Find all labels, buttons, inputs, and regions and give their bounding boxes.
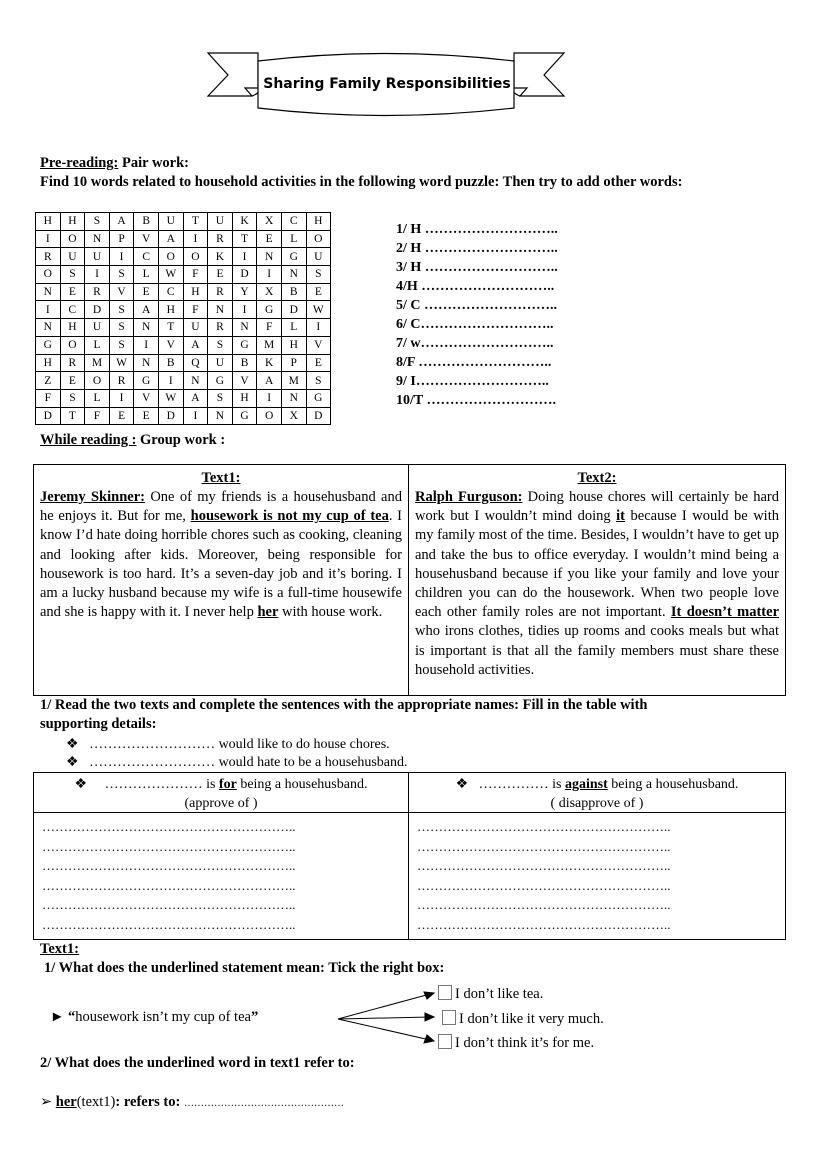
bullet-1: ❖ ……………………… would like to do house chores. (66, 737, 390, 752)
answer-line[interactable]: ………………………………………………….. (42, 819, 296, 834)
puzzle-cell[interactable]: L (85, 389, 110, 407)
option-3: I don’t think it’s for me. (438, 1034, 594, 1052)
while-reading-heading: While reading : Group work : (40, 432, 226, 448)
puzzle-cell[interactable]: N (208, 301, 233, 319)
puzzle-cell[interactable]: I (232, 301, 257, 319)
puzzle-cell[interactable]: O (257, 407, 282, 425)
puzzle-cell[interactable]: H (36, 213, 61, 231)
texts-box (33, 464, 786, 696)
puzzle-cell[interactable]: L (134, 266, 159, 284)
puzzle-cell[interactable]: N (281, 389, 306, 407)
puzzle-cell[interactable]: A (134, 301, 159, 319)
puzzle-cell[interactable]: U (85, 319, 110, 337)
puzzle-cell[interactable]: G (208, 372, 233, 390)
puzzle-cell[interactable]: I (257, 389, 282, 407)
puzzle-row (36, 389, 331, 407)
puzzle-cell[interactable]: I (85, 266, 110, 284)
puzzle-cell[interactable]: O (306, 230, 331, 248)
answer-line[interactable]: ………………………………………………….. (42, 838, 296, 854)
against-column (409, 773, 785, 939)
puzzle-cell[interactable]: I (109, 389, 134, 407)
puzzle-cell[interactable]: D (85, 301, 110, 319)
puzzle-cell[interactable]: F (85, 407, 110, 425)
diamond-bullet-icon: ❖ (66, 737, 79, 752)
puzzle-cell[interactable]: A (109, 213, 134, 231)
puzzle-row (36, 301, 331, 319)
puzzle-cell[interactable]: I (109, 248, 134, 266)
puzzle-cell[interactable]: U (208, 213, 233, 231)
puzzle-cell[interactable]: H (306, 213, 331, 231)
puzzle-cell[interactable]: N (134, 319, 159, 337)
puzzle-cell[interactable]: R (109, 372, 134, 390)
question-1-line2: supporting details: (40, 716, 157, 732)
puzzle-cell[interactable]: A (183, 389, 208, 407)
puzzle-cell[interactable]: N (257, 248, 282, 266)
answer-line[interactable]: ………………………………………………….. (42, 916, 296, 932)
text1-column (34, 465, 409, 695)
puzzle-cell[interactable]: X (257, 213, 282, 231)
puzzle-cell[interactable]: O (60, 230, 85, 248)
answer-item[interactable]: 6/ C……………………….. (396, 317, 554, 332)
text1-underlined-statement: housework is not my cup of tea (190, 508, 389, 525)
puzzle-cell[interactable]: R (208, 230, 233, 248)
puzzle-cell[interactable]: M (281, 372, 306, 390)
puzzle-cell[interactable]: D (158, 407, 183, 425)
puzzle-cell[interactable]: Q (183, 354, 208, 372)
puzzle-cell[interactable]: W (109, 354, 134, 372)
puzzle-cell[interactable]: S (109, 336, 134, 354)
answer-item[interactable]: 5/ C ……………………….. (396, 298, 557, 313)
puzzle-cell[interactable]: G (232, 336, 257, 354)
puzzle-cell[interactable]: R (208, 319, 233, 337)
puzzle-cell[interactable]: N (134, 354, 159, 372)
puzzle-cell[interactable]: S (109, 319, 134, 337)
puzzle-cell[interactable]: C (281, 213, 306, 231)
answer-item[interactable]: 9/ I……………………….. (396, 374, 549, 389)
puzzle-cell[interactable]: U (208, 354, 233, 372)
for-answer-lines[interactable] (34, 813, 408, 934)
pre-reading-heading: Pre-reading: Pair work: (40, 155, 190, 171)
puzzle-cell[interactable]: E (109, 407, 134, 425)
puzzle-cell[interactable]: I (134, 336, 159, 354)
puzzle-cell[interactable]: P (281, 354, 306, 372)
puzzle-cell[interactable]: S (109, 266, 134, 284)
puzzle-cell[interactable]: K (257, 354, 282, 372)
puzzle-cell[interactable]: T (158, 319, 183, 337)
puzzle-cell[interactable]: A (257, 372, 282, 390)
bullet-2: ❖ ……………………… would hate to be a househusband. (66, 755, 408, 770)
reference-answer-line: ➢ her(text1): refers to: ………………………………………… (40, 1094, 344, 1110)
puzzle-cell[interactable]: N (85, 230, 110, 248)
puzzle-cell[interactable]: M (257, 336, 282, 354)
puzzle-cell[interactable]: V (232, 372, 257, 390)
puzzle-cell[interactable]: M (85, 354, 110, 372)
puzzle-cell[interactable]: E (208, 266, 233, 284)
puzzle-cell[interactable]: N (232, 319, 257, 337)
puzzle-cell[interactable]: B (281, 283, 306, 301)
puzzle-row (36, 354, 331, 372)
puzzle-cell[interactable]: O (158, 248, 183, 266)
answer-list (396, 220, 558, 410)
puzzle-cell[interactable]: H (281, 336, 306, 354)
puzzle-cell[interactable]: V (306, 336, 331, 354)
puzzle-cell[interactable]: E (60, 372, 85, 390)
puzzle-cell[interactable]: H (60, 213, 85, 231)
puzzle-cell[interactable]: W (158, 389, 183, 407)
puzzle-cell[interactable]: I (183, 407, 208, 425)
puzzle-cell[interactable]: E (306, 283, 331, 301)
for-header: ❖ ………………… is for being a househusband. (approve of ) (34, 773, 408, 813)
answer-item[interactable]: 10/T ………………………. (396, 393, 556, 408)
text2-column (409, 465, 785, 695)
puzzle-cell[interactable]: T (232, 230, 257, 248)
answer-line[interactable]: ………………………………………………….. (417, 819, 671, 834)
puzzle-cell[interactable]: A (158, 230, 183, 248)
answer-line[interactable]: ………………………………………………….. (417, 916, 671, 932)
puzzle-cell[interactable]: S (85, 213, 110, 231)
puzzle-cell[interactable]: I (183, 230, 208, 248)
puzzle-cell[interactable]: I (36, 230, 61, 248)
puzzle-cell[interactable]: S (306, 266, 331, 284)
puzzle-cell[interactable]: U (85, 248, 110, 266)
diamond-bullet-icon: ❖ (455, 777, 469, 792)
puzzle-cell[interactable]: N (36, 319, 61, 337)
puzzle-cell[interactable]: W (158, 266, 183, 284)
puzzle-cell[interactable]: R (85, 283, 110, 301)
branch-arrows (330, 988, 440, 1048)
puzzle-cell[interactable]: E (257, 230, 282, 248)
puzzle-cell[interactable]: B (134, 213, 159, 231)
puzzle-cell[interactable]: G (232, 407, 257, 425)
answer-line[interactable]: ………………………………………………….. (417, 838, 671, 854)
for-column (34, 773, 409, 939)
option-1: I don’t like tea. (438, 985, 543, 1003)
pre-reading-instruction: Find 10 words related to household activities in the following word puzzle: Then try to add other words: (40, 174, 683, 190)
text1-title: Text1: (201, 470, 241, 486)
answer-line[interactable]: ………………………………………………….. (417, 877, 671, 893)
puzzle-row (36, 213, 331, 231)
puzzle-cell[interactable]: W (306, 301, 331, 319)
puzzle-cell[interactable]: E (60, 283, 85, 301)
diamond-bullet-icon: ❖ (66, 755, 79, 770)
puzzle-cell[interactable]: R (60, 354, 85, 372)
for-against-table (33, 772, 786, 940)
puzzle-cell[interactable]: X (257, 283, 282, 301)
puzzle-cell[interactable]: H (183, 283, 208, 301)
puzzle-cell[interactable]: V (158, 336, 183, 354)
puzzle-cell[interactable]: V (109, 283, 134, 301)
puzzle-cell[interactable]: G (257, 301, 282, 319)
answer-item[interactable]: 8/F ……………………….. (396, 355, 552, 370)
reference-question: 2/ What does the underlined word in text1 refer to: (40, 1055, 355, 1071)
puzzle-cell[interactable]: I (232, 248, 257, 266)
puzzle-cell[interactable]: S (208, 336, 233, 354)
puzzle-cell[interactable]: C (60, 301, 85, 319)
puzzle-row (36, 319, 331, 337)
puzzle-cell[interactable]: E (134, 407, 159, 425)
page-title: Sharing Family Responsibilities (263, 76, 511, 92)
option-2: I don’t like it very much. (442, 1010, 604, 1028)
text1-body: Jeremy Skinner: One of my friends is a househusband and he enjoys it. But for me, housework is not my cup of tea. I know I’d hate doing horrible chores such as cooking, cleaning and looking after kids. Moreover, being responsible for housework is too hard. It’s a seven-day job and it’s boring. I am a lucky husband because my wife is a full-time housewife and she is happy with it. I never help her with house work. (40, 489, 402, 621)
puzzle-row (36, 407, 331, 425)
puzzle-cell[interactable]: E (306, 354, 331, 372)
puzzle-cell[interactable]: B (158, 354, 183, 372)
puzzle-cell[interactable]: T (183, 213, 208, 231)
text1-author: Jeremy Skinner: (40, 489, 145, 505)
puzzle-cell[interactable]: A (183, 336, 208, 354)
puzzle-cell[interactable]: L (281, 319, 306, 337)
puzzle-cell[interactable]: O (60, 336, 85, 354)
puzzle-row (36, 248, 331, 266)
option-3-checkbox[interactable] (438, 1034, 452, 1049)
puzzle-cell[interactable]: R (36, 248, 61, 266)
puzzle-cell[interactable]: Y (232, 283, 257, 301)
puzzle-cell[interactable]: C (134, 248, 159, 266)
against-answer-lines[interactable] (409, 813, 785, 934)
puzzle-row (36, 336, 331, 354)
diamond-bullet-icon: ❖ (74, 777, 88, 792)
quote-line: ► “housework isn’t my cup of tea” (50, 1009, 259, 1025)
puzzle-cell[interactable]: N (208, 407, 233, 425)
puzzle-cell[interactable]: D (306, 407, 331, 425)
option-1-checkbox[interactable] (438, 985, 452, 1000)
puzzle-row (36, 372, 331, 390)
text1-section-heading: Text1: (40, 941, 79, 957)
text2-underlined-phrase: It doesn’t matter (670, 604, 779, 621)
puzzle-cell[interactable]: S (109, 301, 134, 319)
puzzle-row (36, 266, 331, 284)
puzzle-cell[interactable]: I (306, 319, 331, 337)
answer-line[interactable]: ………………………………………………….. (42, 877, 296, 893)
answer-line[interactable]: ………………………………………………….. (42, 858, 296, 873)
puzzle-cell[interactable]: S (60, 389, 85, 407)
puzzle-cell[interactable]: N (183, 372, 208, 390)
puzzle-cell[interactable]: H (60, 319, 85, 337)
puzzle-cell[interactable]: T (60, 407, 85, 425)
reference-blank[interactable]: ………………………………………… (183, 1098, 344, 1109)
text2-underlined-it: it (616, 508, 626, 525)
answer-item[interactable]: 2/ H ……………………….. (396, 241, 558, 256)
answer-line[interactable]: ………………………………………………….. (42, 897, 296, 912)
puzzle-cell[interactable]: L (281, 230, 306, 248)
text2-body: Ralph Furguson: Doing house chores will certainly be hard work but I wouldn’t mind doing it because I would be with my family most of the time. Besides, I wouldn’t have to get up and take the bus to office everyday. I wouldn’t mind being a househusband because if you like your family and love your children you can do the housework. When two people love each other family roles are not important. It doesn’t matter who irons clothes, tidies up rooms and cooks meals but what is important is that all the family members must share these household activities. (415, 489, 779, 678)
puzzle-cell[interactable]: N (36, 283, 61, 301)
answer-item[interactable]: 4/H ……………………….. (396, 279, 555, 294)
word-puzzle (35, 212, 331, 425)
puzzle-cell[interactable]: L (85, 336, 110, 354)
tick-question: 1/ What does the underlined statement mean: Tick the right box: (44, 960, 445, 976)
puzzle-cell[interactable]: K (208, 248, 233, 266)
puzzle-cell[interactable]: U (183, 319, 208, 337)
question-1-line1: 1/ Read the two texts and complete the sentences with the appropriate names: Fill in the table with (40, 697, 648, 713)
puzzle-cell[interactable]: R (208, 283, 233, 301)
option-2-checkbox[interactable] (442, 1010, 456, 1025)
puzzle-row (36, 283, 331, 301)
puzzle-cell[interactable]: G (36, 336, 61, 354)
text2-author: Ralph Furguson: (415, 489, 523, 505)
answer-line[interactable]: ………………………………………………….. (417, 897, 671, 912)
puzzle-cell[interactable]: F (183, 266, 208, 284)
puzzle-cell[interactable]: I (36, 301, 61, 319)
puzzle-cell[interactable]: X (281, 407, 306, 425)
puzzle-cell[interactable]: I (158, 372, 183, 390)
puzzle-cell[interactable]: O (85, 372, 110, 390)
against-header: ❖ …………… is against being a househusband. ( disapprove of ) (409, 773, 785, 813)
text1-underlined-word: her (257, 604, 279, 621)
puzzle-cell[interactable]: U (306, 248, 331, 266)
puzzle-cell[interactable]: O (183, 248, 208, 266)
answer-line[interactable]: ………………………………………………….. (417, 858, 671, 873)
puzzle-cell[interactable]: I (257, 266, 282, 284)
puzzle-cell[interactable]: H (158, 301, 183, 319)
answer-item[interactable]: 3/ H ……………………….. (396, 260, 558, 275)
puzzle-cell[interactable]: S (208, 389, 233, 407)
arrow-right-icon: ► (50, 1009, 65, 1025)
puzzle-cell[interactable]: S (60, 266, 85, 284)
puzzle-cell[interactable]: U (60, 248, 85, 266)
puzzle-cell[interactable]: D (281, 301, 306, 319)
puzzle-cell[interactable]: F (36, 389, 61, 407)
puzzle-cell[interactable]: E (134, 283, 159, 301)
puzzle-cell[interactable]: D (36, 407, 61, 425)
answer-item[interactable]: 1/ H ……………………….. (396, 222, 558, 237)
puzzle-cell[interactable]: G (134, 372, 159, 390)
answer-item[interactable]: 7/ w……………………….. (396, 336, 554, 351)
puzzle-cell[interactable]: S (306, 372, 331, 390)
puzzle-cell[interactable]: F (257, 319, 282, 337)
puzzle-cell[interactable]: B (232, 354, 257, 372)
puzzle-cell[interactable]: O (36, 266, 61, 284)
puzzle-cell[interactable]: V (134, 389, 159, 407)
puzzle-cell[interactable]: D (232, 266, 257, 284)
puzzle-cell[interactable]: V (134, 230, 159, 248)
arrow-head-icon: ➢ (40, 1094, 53, 1110)
puzzle-cell[interactable]: Z (36, 372, 61, 390)
puzzle-row (36, 230, 331, 248)
puzzle-cell[interactable]: H (36, 354, 61, 372)
puzzle-cell[interactable]: G (281, 248, 306, 266)
puzzle-cell[interactable]: P (109, 230, 134, 248)
puzzle-cell[interactable]: U (158, 213, 183, 231)
puzzle-cell[interactable]: K (232, 213, 257, 231)
puzzle-cell[interactable]: G (306, 389, 331, 407)
text2-title: Text2: (577, 470, 617, 486)
puzzle-cell[interactable]: N (281, 266, 306, 284)
puzzle-cell[interactable]: C (158, 283, 183, 301)
puzzle-cell[interactable]: F (183, 301, 208, 319)
puzzle-cell[interactable]: H (232, 389, 257, 407)
